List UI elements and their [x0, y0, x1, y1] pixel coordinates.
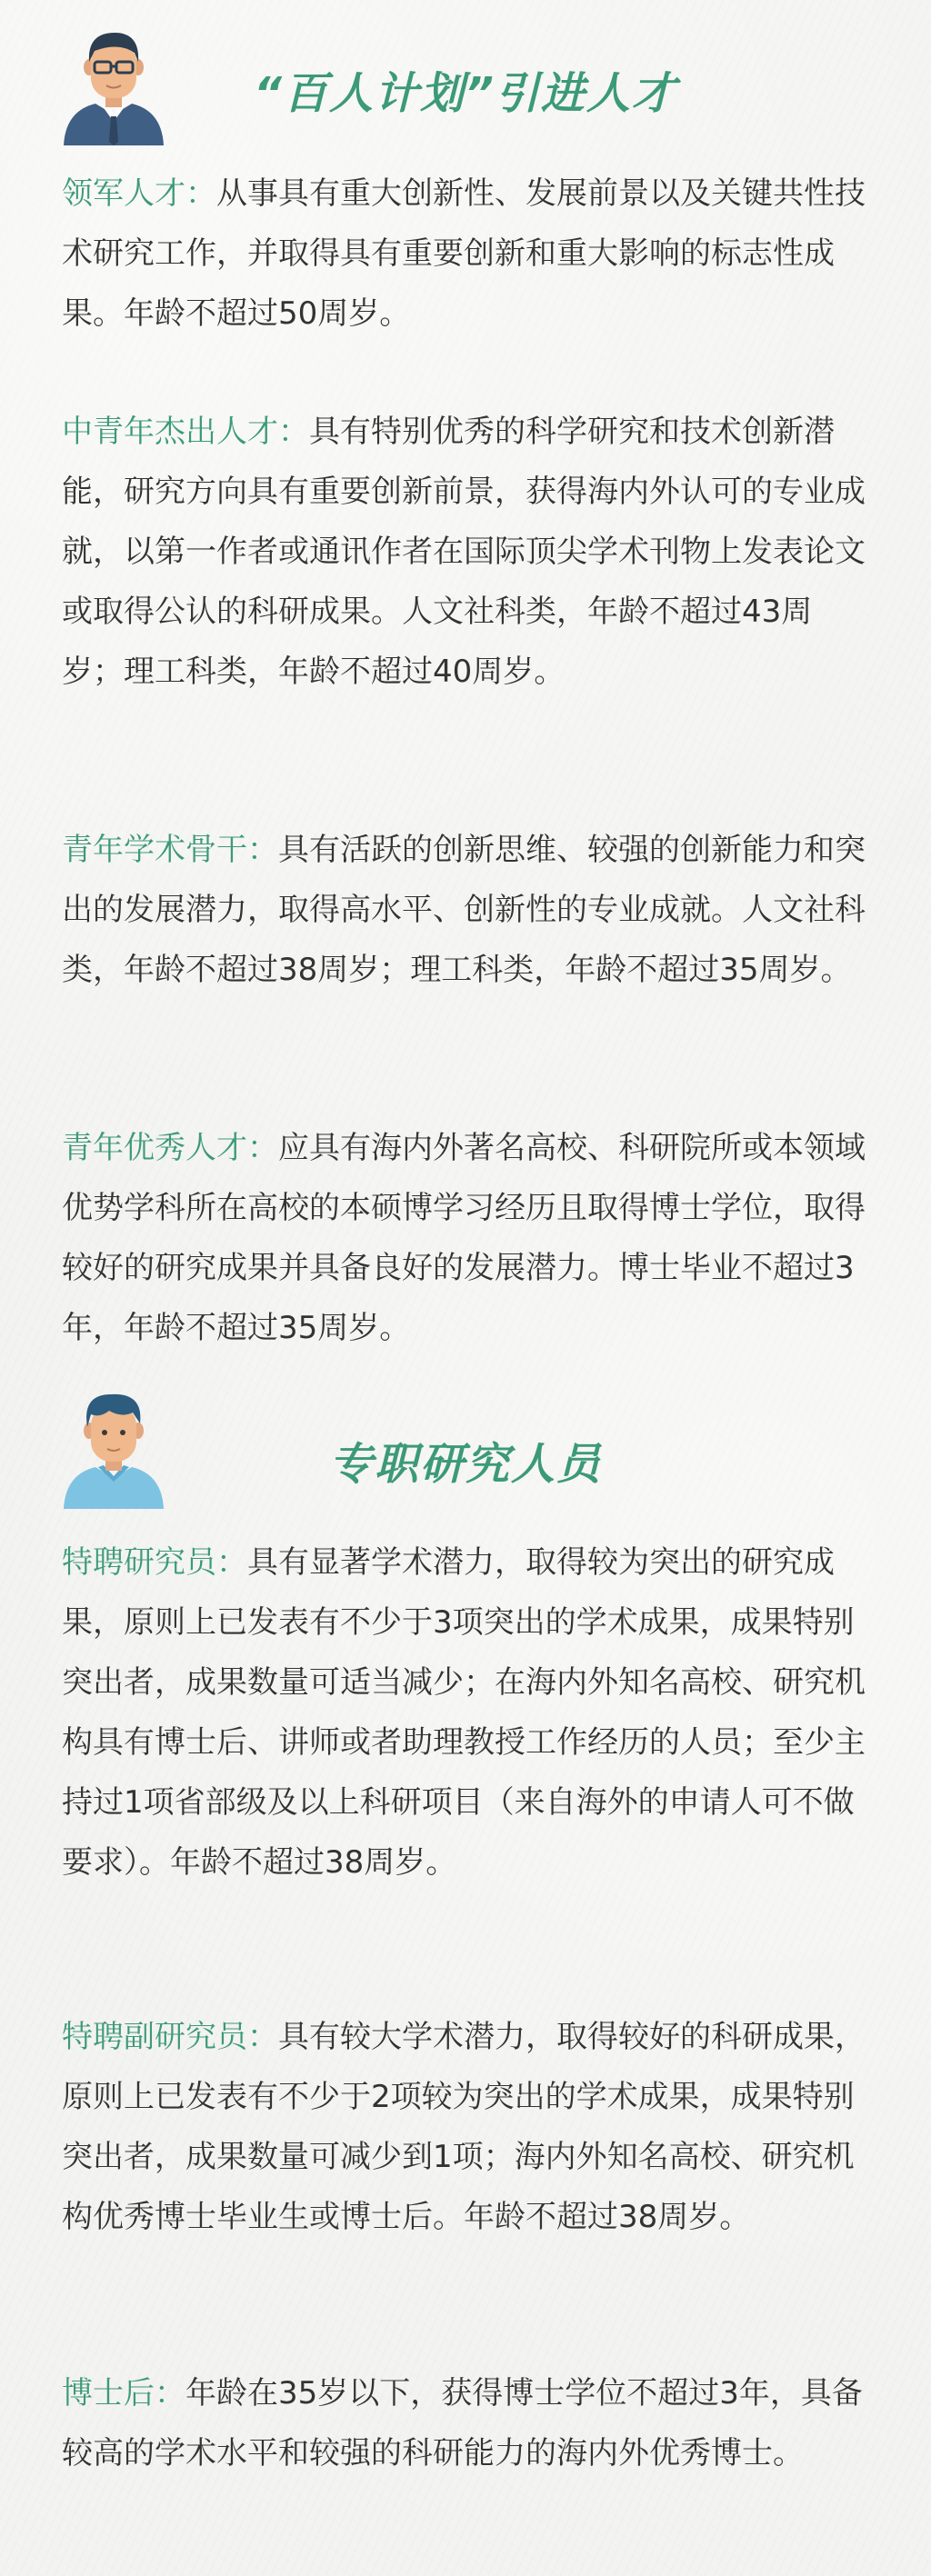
section-header-talent-program — [0, 27, 931, 155]
entry-text: 具有活跃的创新思维、较强的创新能力和突出的发展潜力，取得高水平、创新性的专业成就。人文社科类，年龄不超过38周岁；理工科类，年龄不超过35周岁。 — [62, 832, 866, 988]
section-header-researchers — [0, 1391, 931, 1518]
entry-associate-researcher — [62, 2007, 867, 2247]
entry-distinguished-researcher — [62, 1533, 867, 1892]
entry-postdoc — [62, 2363, 867, 2483]
entry-outstanding-young-talent — [62, 402, 867, 702]
section-title: “百人计划”引进人才 — [254, 68, 677, 119]
entry-young-academic-backbone — [62, 820, 867, 1000]
entry-label: 领军人才： — [62, 175, 216, 212]
entry-text: 应具有海内外著名高校、科研院所或本领域优势学科所在高校的本硕博学习经历且取得博士学位，取得较好的研究成果并具备良好的发展潜力。博士毕业不超过3年，年龄不超过35周岁。 — [62, 1130, 866, 1346]
section-title: 专职研究人员 — [328, 1439, 602, 1490]
entry-excellent-young-talent — [62, 1118, 867, 1358]
entry-label: 青年优秀人才： — [62, 1130, 278, 1166]
entry-label: 青年学术骨干： — [62, 832, 278, 868]
entry-text: 年龄在35岁以下，获得博士学位不超过3年，具备较高的学术水平和较强的科研能力的海内外优秀博士。 — [62, 2375, 863, 2471]
entry-text: 从事具有重大创新性、发展前景以及关键共性技术研究工作，并取得具有重要创新和重大影响的标志性成果。年龄不超过50周岁。 — [62, 175, 866, 332]
entry-label: 中青年杰出人才： — [62, 414, 309, 450]
entry-leading-talent — [62, 164, 867, 344]
entry-text: 具有较大学术潜力，取得较好的科研成果，原则上已发表有不少于2项较为突出的学术成果，成果特别突出者，成果数量可减少到1项；海内外知名高校、研究机构优秀博士毕业生或博士后。年龄不超过38周岁。 — [62, 2019, 866, 2235]
entry-text: 具有显著学术潜力，取得较为突出的研究成果，原则上已发表有不少于3项突出的学术成果，成果特别突出者，成果数量可适当减少；在海内外知名高校、研究机构具有博士后、讲师或者助理教授工作经历的人员；至少主持过1项省部级及以上科研项目（来自海外的申请人可不做要求）。年龄不超过38周岁。 — [62, 1544, 866, 1881]
entry-label: 博士后： — [62, 2375, 185, 2411]
entry-text: 具有特别优秀的科学研究和技术创新潜能，研究方向具有重要创新前景，获得海内外认可的专业成就，以第一作者或通讯作者在国际顶尖学术刊物上发表论文或取得公认的科研成果。人文社科类，年龄不超过43周岁；理工科类，年龄不超过40周岁。 — [62, 414, 866, 690]
entry-label: 特聘副研究员： — [62, 2019, 278, 2055]
entry-label: 特聘研究员： — [62, 1544, 247, 1581]
